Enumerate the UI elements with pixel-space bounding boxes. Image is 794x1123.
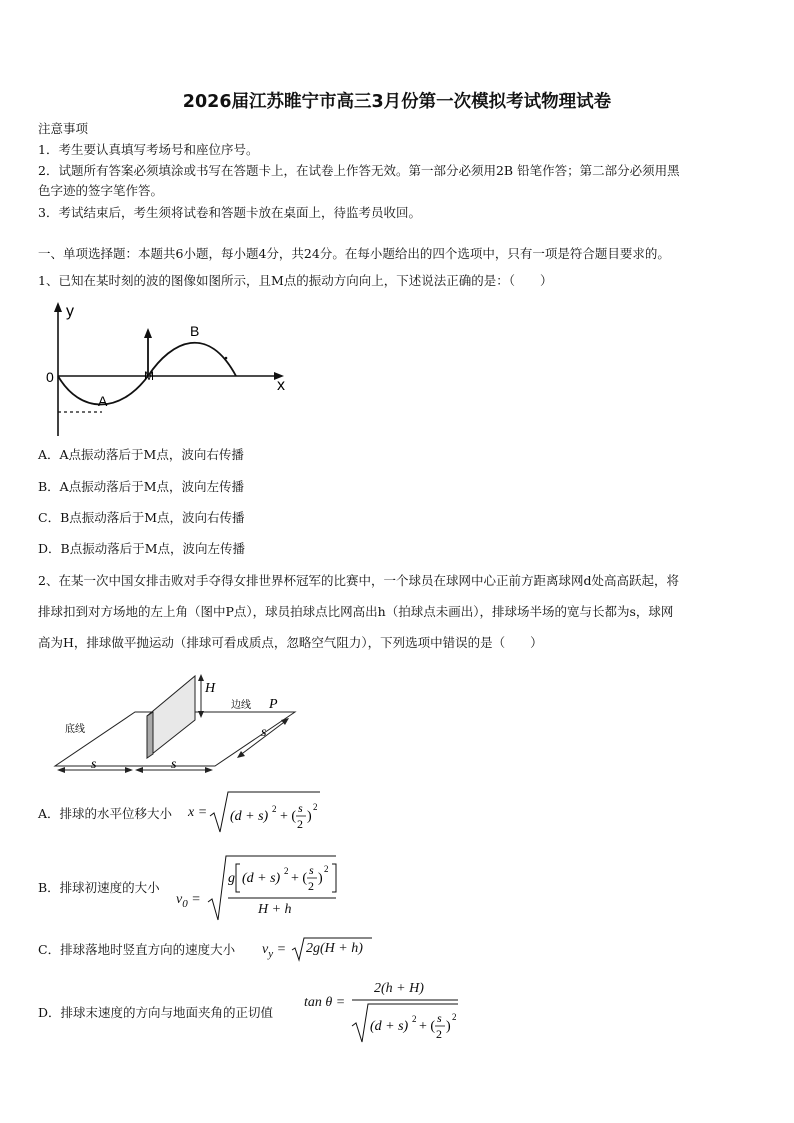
svg-text:2: 2 bbox=[272, 804, 277, 814]
svg-text:2: 2 bbox=[324, 864, 329, 874]
notice-item-2-cont: 色字迹的签字笔作答。 bbox=[38, 183, 164, 198]
svg-text:(d + s): (d + s) bbox=[242, 871, 281, 886]
s-label-2: s bbox=[171, 757, 177, 772]
sideline-label: 边线 bbox=[231, 700, 251, 711]
y-axis-label: y bbox=[66, 303, 74, 320]
notice-heading: 注意事项 bbox=[38, 121, 89, 136]
svg-text:+ (: + ( bbox=[419, 1019, 436, 1034]
q2-option-d-formula bbox=[350, 998, 462, 1044]
svg-text:(d + s): (d + s) bbox=[370, 1019, 409, 1034]
svg-text:+ (: + ( bbox=[291, 871, 308, 886]
q1-option-d: D．B点振动落后于M点，波向左传播 bbox=[38, 541, 246, 556]
q2-stem-line-2: 排球扣到对方场地的左上角（图中P点），球员拍球点比网高出h（拍球点未画出），排球场半场的宽与长都为s，球网 bbox=[38, 604, 674, 619]
svg-text:2: 2 bbox=[412, 1014, 417, 1024]
q2-option-c-lhs: $v_y$ = bbox=[262, 942, 287, 960]
q2-option-c-text: C．排球落地时竖直方向的速度大小 bbox=[38, 942, 236, 957]
svg-text:2: 2 bbox=[452, 1012, 457, 1022]
q2-option-c-radicand: 2g(H + h) bbox=[306, 941, 363, 956]
q2-option-b-text: B．排球初速度的大小 bbox=[38, 880, 160, 895]
q2-option-d-lhs: tan θ = bbox=[304, 995, 346, 1010]
s-label-3: s bbox=[261, 725, 267, 740]
svg-text:s: s bbox=[437, 1011, 442, 1025]
page-title: 2026届江苏睢宁市高三3月份第一次模拟考试物理试卷 bbox=[182, 92, 612, 112]
point-p-label: P bbox=[269, 697, 278, 712]
q2-option-b-lhs: $v_0$ = bbox=[176, 892, 201, 910]
q2-option-a-formula bbox=[208, 790, 328, 836]
svg-text:s: s bbox=[298, 801, 303, 815]
svg-text:): ) bbox=[318, 871, 323, 886]
q1-option-c: C．B点振动落后于M点，波向右传播 bbox=[38, 510, 245, 525]
q2-stem-line-3: 高为H，排球做平抛运动（排球可看成质点，忽略空气阻力），下列选项中错误的是（ ） bbox=[38, 635, 543, 650]
s-label-1: s bbox=[91, 757, 97, 772]
net-height-label: H bbox=[205, 681, 216, 696]
q2-option-d-text: D．排球末速度的方向与地面夹角的正切值 bbox=[38, 1005, 274, 1020]
q2-option-a-lhs: x = bbox=[188, 805, 208, 820]
question-1-stem: 1、已知在某时刻的波的图像如图所示，且M点的振动方向向上，下述说法正确的是：（ ） bbox=[38, 273, 553, 288]
baseline-label: 底线 bbox=[65, 724, 85, 735]
origin-label: 0 bbox=[46, 369, 54, 385]
svg-text:2: 2 bbox=[284, 866, 289, 876]
q1-option-a: A．A点振动落后于M点，波向右传播 bbox=[38, 447, 244, 462]
x-axis-label: x bbox=[277, 377, 285, 394]
point-m-label: M bbox=[144, 369, 154, 383]
svg-text:): ) bbox=[446, 1019, 451, 1034]
q2-option-d-numerator: 2(h + H) bbox=[374, 981, 424, 996]
q1-option-b: B．A点振动落后于M点，波向左传播 bbox=[38, 479, 245, 494]
svg-text:): ) bbox=[307, 809, 312, 824]
svg-text:2: 2 bbox=[436, 1027, 442, 1041]
svg-text:2: 2 bbox=[297, 817, 303, 831]
svg-text:2: 2 bbox=[308, 879, 314, 893]
svg-text:2: 2 bbox=[313, 802, 318, 812]
svg-text:g: g bbox=[228, 871, 235, 886]
notice-item-3: 3．考试结束后，考生须将试卷和答题卡放在桌面上，待监考员收回。 bbox=[38, 205, 421, 220]
wave-figure bbox=[40, 298, 300, 440]
svg-text:+ (: + ( bbox=[280, 809, 297, 824]
point-a-label: A bbox=[98, 393, 108, 409]
notice-item-1: 1．考生要认真填写考场号和座位序号。 bbox=[38, 142, 259, 157]
section-heading: 一、单项选择题：本题共6小题，每小题4分，共24分。在每小题给出的四个选项中，只有一项是符合题目要求的。 bbox=[38, 246, 670, 261]
svg-text:s: s bbox=[309, 863, 314, 877]
court-figure bbox=[55, 668, 305, 778]
q2-option-a-text: A．排球的水平位移大小 bbox=[38, 806, 173, 821]
svg-text:(d + s): (d + s) bbox=[230, 809, 269, 824]
point-b-label: B bbox=[190, 323, 200, 339]
q2-option-b-denominator: H + h bbox=[258, 902, 292, 917]
q2-stem-line-1: 2、在某一次中国女排击败对手夺得女排世界杯冠军的比赛中，一个球员在球网中心正前方距离球网d处高高跃起，将 bbox=[38, 573, 679, 588]
notice-item-2: 2．试题所有答案必须填涂或书写在答题卡上，在试卷上作答无效。第一部分必须用2B 铅笔作答；第二部分必须用黑 bbox=[38, 163, 680, 178]
